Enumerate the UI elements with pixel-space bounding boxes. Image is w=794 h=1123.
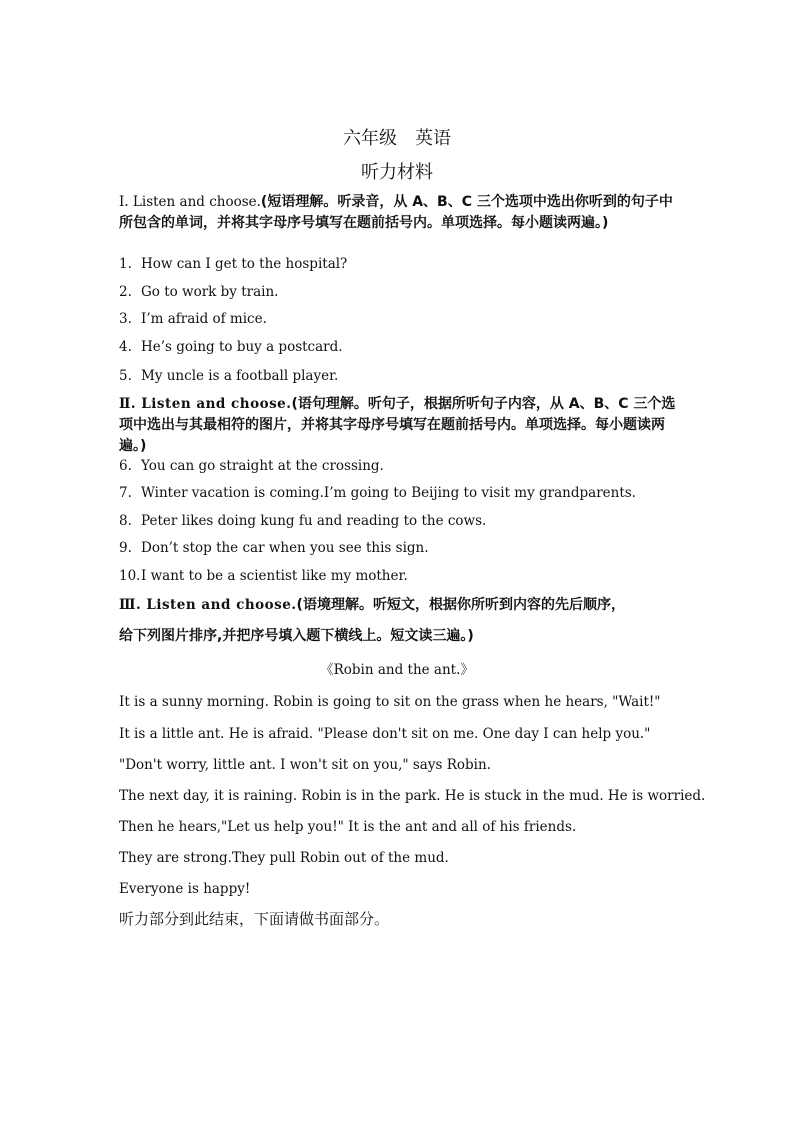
section1-instruction: (短语理解。听录音，从 A、B、C 三个选项中选出你听到的句子中所包含的单词，并将其字母序号填写在题前括号内。单项选择。每小题读两遍。) [119,194,673,231]
list-item: 7. Winter vacation is coming.I’m going to Beijing to visit my grandparents. [119,485,636,501]
list-item: 9. Don’t stop the car when you see this sign. [119,540,429,556]
list-item: 5. My uncle is a football player. [119,368,339,384]
story-title: 《Robin and the ant.》 [320,662,474,678]
section2-instruction: (语句理解。听句子，根据所听句子内容，从 A、B、C 三个选项中选出与其最相符的图片，并将其字母序号填写在题前括号内。单项选择。每小题读两遍。) [119,396,676,454]
section3-label: Ⅲ. Listen and choose. [119,597,297,613]
page-subtitle: 听力材料 [361,162,433,183]
section2-heading [119,394,679,457]
story-paragraph: It is a sunny morning. Robin is going to sit on the grass when he hears, "Wait!" [119,694,661,710]
story-paragraph: They are strong.They pull Robin out of the mud. [119,850,449,866]
section1-label: Ⅰ. Listen and choose. [119,194,261,210]
list-item: 2. Go to work by train. [119,284,279,300]
section3-heading [119,595,679,616]
story-paragraph: "Don't worry, little ant. I won't sit on you," says Robin. [119,757,491,773]
list-item: 8. Peter likes doing kung fu and reading to the cows. [119,513,487,529]
story-paragraph: Then he hears,"Let us help you!" It is the ant and all of his friends. [119,819,577,835]
section2-label: Ⅱ. Listen and choose. [119,396,292,412]
list-item: 10.I want to be a scientist like my mother. [119,568,408,584]
section1-heading [119,192,679,234]
list-item: 1. How can I get to the hospital? [119,256,348,272]
end-note: 听力部分到此结束，下面请做书面部分。 [119,910,390,928]
story-paragraph: The next day, it is raining. Robin is in the park. He is stuck in the mud. He is worried. [119,788,706,804]
page-title: 六年级 英语 [343,128,451,149]
story-paragraph: It is a little ant. He is afraid. "Please don't sit on me. One day I can help you." [119,726,651,742]
story-paragraph: Everyone is happy! [119,881,251,897]
list-item: 6. You can go straight at the crossing. [119,458,384,474]
list-item: 4. He’s going to buy a postcard. [119,339,343,355]
section3-instruction-line2: 给下列图片排序,并把序号填入题下横线上。短文读三遍。) [119,628,474,644]
section3-instruction-line1: (语境理解。听短文，根据你所听到内容的先后顺序， [296,597,625,613]
list-item: 3. I’m afraid of mice. [119,311,267,327]
